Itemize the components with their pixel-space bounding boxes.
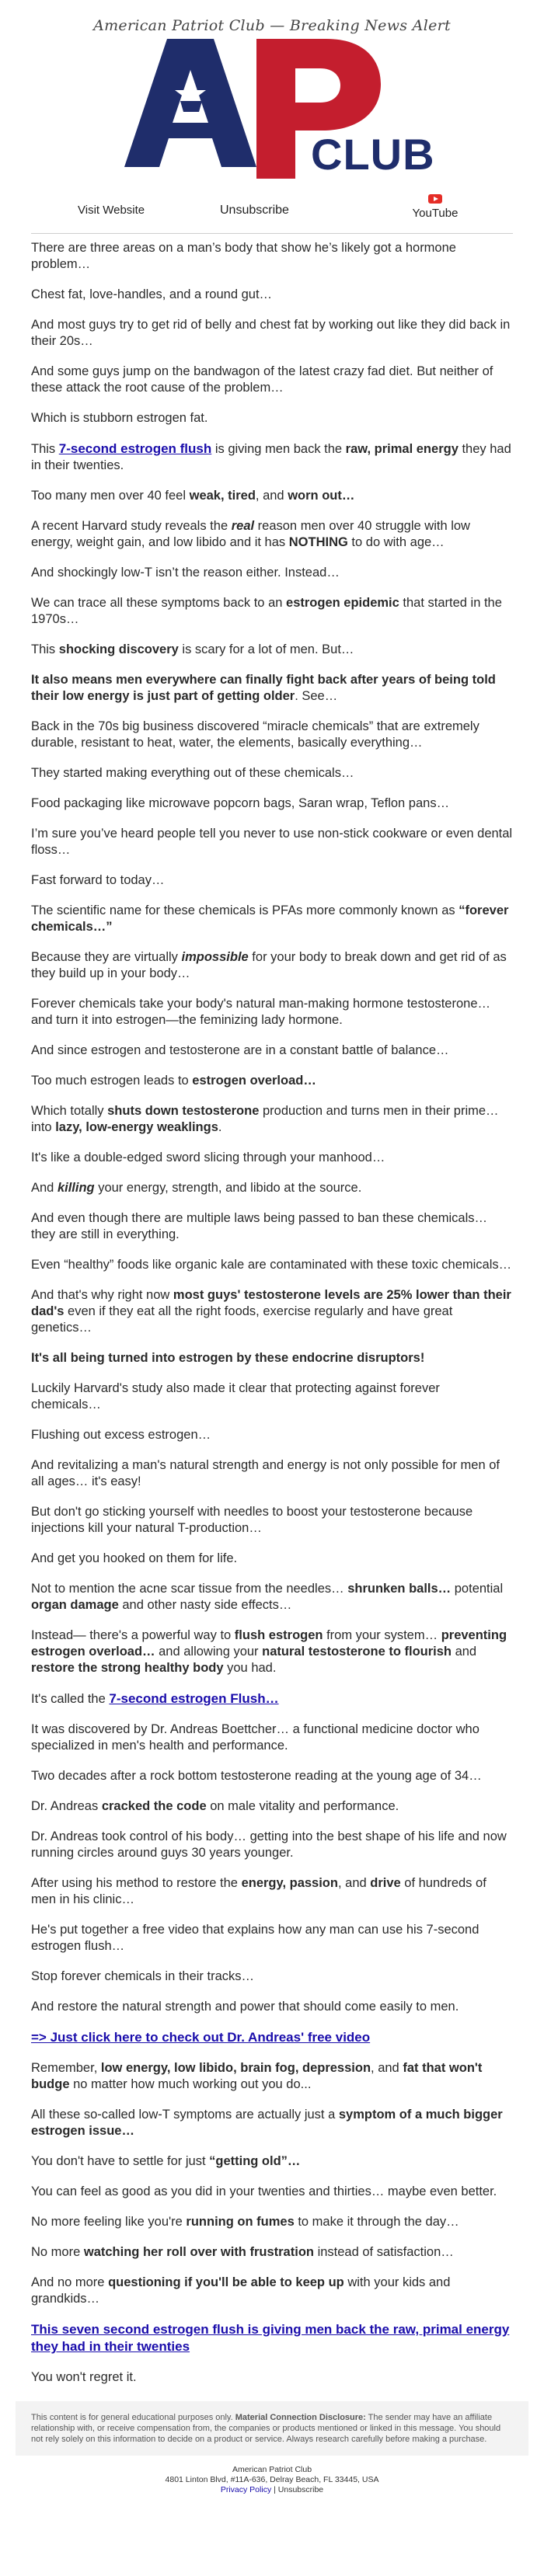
bold-text: low energy, low libido, brain fog, depression xyxy=(100,2061,371,2075)
body-text: from your system… xyxy=(323,1628,441,1642)
body-text: No more feeling like you're xyxy=(31,2215,187,2229)
body-text: is giving men back the xyxy=(211,442,346,456)
body-paragraph xyxy=(31,1768,513,1784)
body-paragraph xyxy=(31,488,513,504)
footer-org: American Patriot Club xyxy=(232,2465,312,2474)
body-paragraph xyxy=(31,1043,513,1059)
bold-text: NOTHING xyxy=(288,535,348,549)
privacy-policy-link[interactable]: Privacy Policy xyxy=(220,2485,272,2494)
body-text: Back in the 70s big business discovered “miracle chemicals” that are extremely durable, resistant to heat, water, the elements, basically everything… xyxy=(31,719,479,750)
body-paragraph xyxy=(31,1427,513,1443)
body-paragraph xyxy=(31,1551,513,1567)
body-paragraph xyxy=(31,1073,513,1089)
disclaimer-intro: This content is for general educational purposes only. xyxy=(31,2413,235,2422)
body-paragraph xyxy=(31,1798,513,1815)
footer-separator: | xyxy=(271,2485,278,2494)
body-text: Dr. Andreas took control of his body… getting into the best shape of his life and now running circles around guys 30 years younger. xyxy=(31,1829,507,1860)
footer-disclaimer xyxy=(16,2401,528,2456)
body-text: Instead— there's a powerful way to xyxy=(31,1628,235,1642)
body-text: potential xyxy=(451,1582,504,1596)
body-text: Remember, xyxy=(31,2061,101,2075)
body-text: production and turns men in their prime… into xyxy=(31,1104,499,1134)
body-text: Stop forever chemicals in their tracks… xyxy=(31,1969,255,1983)
body-text: Because they are virtually xyxy=(31,950,182,964)
body-paragraph xyxy=(31,2275,513,2307)
body-paragraph xyxy=(31,1457,513,1490)
body-text: to do with age… xyxy=(347,535,445,549)
body-text: It's like a double-edged sword slicing through your manhood… xyxy=(31,1150,385,1164)
body-text: Even “healthy” foods like organic kale are contaminated with these toxic chemicals… xyxy=(31,1258,512,1272)
body-paragraph xyxy=(31,2029,513,2046)
bold-text: cracked the code xyxy=(101,1799,207,1813)
body-text: and xyxy=(452,1645,477,1659)
body-paragraph xyxy=(31,1180,513,1196)
body-paragraph xyxy=(31,1875,513,1908)
body-paragraph xyxy=(31,287,513,303)
footer-address-block xyxy=(0,2456,544,2495)
body-text: to make it through the day… xyxy=(294,2215,459,2229)
body-text: , and xyxy=(337,1876,371,1890)
bold-text: lazy, low-energy weaklings xyxy=(55,1120,218,1134)
bold-text: flush estrogen xyxy=(234,1628,323,1642)
body-paragraph xyxy=(31,996,513,1029)
body-text: your energy, strength, and libido at the source. xyxy=(94,1181,362,1195)
visit-website-link[interactable]: Visit Website xyxy=(78,204,145,217)
body-text: You won't regret it. xyxy=(31,2370,137,2384)
body-text: And most guys try to get rid of belly and chest fat by working out like they did back in their 20s… xyxy=(31,318,511,348)
bold-text: It also means men everywhere can finally fight back after years of being told their low energy is just part of getting older xyxy=(31,673,496,703)
bold-text: symptom of a much bigger estrogen issue… xyxy=(31,2108,503,2138)
body-text: with your kids and grandkids… xyxy=(31,2275,451,2306)
bold-text: shocking discovery xyxy=(58,642,179,656)
body-text: Too many men over 40 feel xyxy=(31,489,190,503)
footer-address: 4801 Linton Blvd, #11A-636, Delray Beach, FL 33445, USA xyxy=(165,2475,379,2484)
bold-text: watching her roll over with frustration xyxy=(83,2245,314,2259)
body-paragraph xyxy=(31,765,513,782)
body-text: Dr. Andreas xyxy=(31,1799,102,1813)
bold-text: restore the strong healthy body xyxy=(31,1661,224,1675)
cta-link[interactable]: 7-second estrogen flush xyxy=(58,441,212,456)
body-paragraph xyxy=(31,1922,513,1955)
body-text: and other nasty side effects… xyxy=(118,1598,292,1612)
header-title: American Patriot Club — Breaking News Alert xyxy=(93,17,451,34)
body-text: for your body to break down and get rid of as they build up in your body… xyxy=(31,950,507,980)
body-paragraph xyxy=(31,719,513,751)
body-text: He's put together a free video that explains how any man can use his 7-second estrogen flush… xyxy=(31,1923,479,1953)
disclaimer-text: The sender may have an affiliate relationship with, or receive compensation from, the companies or products mentioned or linked in this message. You should not rely solely on this information to decide on a product or service. Always research carefully before making a purchase. xyxy=(31,2413,501,2444)
body-text: All these so-called low-T symptoms are actually just a xyxy=(31,2108,339,2122)
body-text: And no more xyxy=(31,2275,109,2289)
body-paragraph xyxy=(31,1581,513,1613)
body-text: that started in the 1970s… xyxy=(31,596,502,626)
bold-text: real xyxy=(231,519,255,533)
bold-text: shrunken balls… xyxy=(347,1582,452,1596)
bold-text: energy, passion xyxy=(241,1876,338,1890)
bold-text: organ damage xyxy=(31,1598,119,1612)
body-text: is scary for a lot of men. But… xyxy=(178,642,354,656)
cta-link[interactable]: This seven second estrogen flush is giving men back the raw, primal energy they had in their twenties xyxy=(31,2322,510,2354)
unsubscribe-link[interactable]: Unsubscribe xyxy=(220,204,289,217)
body-paragraph xyxy=(31,1150,513,1166)
body-paragraph xyxy=(31,949,513,982)
body-text: Food packaging like microwave popcorn bags, Saran wrap, Teflon pans… xyxy=(31,796,450,810)
bold-text: drive xyxy=(370,1876,401,1890)
body-paragraph xyxy=(31,1504,513,1537)
body-text: even if they eat all the right foods, exercise regularly and have great genetics… xyxy=(31,1304,453,1335)
body-text: But don't go sticking yourself with needles to boost your testosterone because injections kill your natural T-production… xyxy=(31,1505,473,1535)
body-paragraph xyxy=(31,2369,513,2386)
bold-text: impossible xyxy=(181,950,249,964)
body-paragraph xyxy=(31,1969,513,1985)
body-text: There are three areas on a man’s body that show he’s likely got a hormone problem… xyxy=(31,241,456,271)
body-paragraph xyxy=(31,1350,513,1366)
body-text: Not to mention the acne scar tissue from the needles… xyxy=(31,1582,348,1596)
body-paragraph xyxy=(31,1103,513,1136)
body-text: , and xyxy=(255,489,288,503)
body-text: And restore the natural strength and power that should come easily to men. xyxy=(31,2000,459,2014)
bold-text: estrogen epidemic xyxy=(286,596,399,610)
bold-text: shuts down testosterone xyxy=(107,1104,260,1118)
body-text: You can feel as good as you did in your twenties and thirties… maybe even better. xyxy=(31,2184,497,2198)
body-paragraph xyxy=(31,872,513,889)
body-paragraph xyxy=(31,1257,513,1273)
body-text: Two decades after a rock bottom testosterone reading at the young age of 34… xyxy=(31,1769,482,1783)
body-text: We can trace all these symptoms back to an xyxy=(31,596,287,610)
body-paragraph xyxy=(31,317,513,350)
body-text: Flushing out excess estrogen… xyxy=(31,1428,211,1442)
body-text: Fast forward to today… xyxy=(31,873,165,887)
bold-text: questioning if you'll be able to keep up xyxy=(108,2275,344,2289)
body-text: And even though there are multiple laws being passed to ban these chemicals… they are still in everything. xyxy=(31,1211,488,1241)
body-paragraph xyxy=(31,518,513,551)
youtube-link[interactable] xyxy=(412,194,459,220)
body-text: Too much estrogen leads to xyxy=(31,1074,193,1088)
bold-text: running on fumes xyxy=(186,2215,295,2229)
body-paragraph xyxy=(31,364,513,396)
body-paragraph xyxy=(31,672,513,705)
body-text: It was discovered by Dr. Andreas Boettcher… a functional medicine doctor who specialized in men's health and performance. xyxy=(31,1722,479,1753)
cta-link[interactable]: 7-second estrogen Flush… xyxy=(109,1691,279,1706)
body-paragraph xyxy=(31,903,513,935)
bold-text: estrogen overload… xyxy=(192,1074,316,1088)
body-text: And get you hooked on them for life. xyxy=(31,1551,238,1565)
body-text: I’m sure you’ve heard people tell you never to use non-stick cookware or even dental floss… xyxy=(31,827,513,857)
bold-text: fat that won't budge xyxy=(31,2061,483,2091)
body-paragraph xyxy=(31,1627,513,1676)
body-text: Forever chemicals take your body's natural man-making hormone testosterone… and turn it into estrogen—the feminizing lady hormone. xyxy=(31,997,491,1027)
logo-club-text: CLUB xyxy=(311,130,435,179)
body-paragraph xyxy=(31,642,513,658)
body-text: No more xyxy=(31,2245,84,2259)
body-paragraph xyxy=(31,2244,513,2261)
bold-text: raw, primal energy xyxy=(345,442,459,456)
youtube-icon xyxy=(428,194,442,204)
body-text: You don't have to settle for just xyxy=(31,2154,210,2168)
body-paragraph xyxy=(31,1999,513,2015)
body-text: . See… xyxy=(295,689,338,703)
body-paragraph xyxy=(31,1721,513,1754)
body-paragraph xyxy=(31,2153,513,2170)
body-paragraph xyxy=(31,440,513,474)
body-text: After using his method to restore the xyxy=(31,1876,242,1890)
body-text: Which totally xyxy=(31,1104,108,1118)
body-text: This xyxy=(31,642,59,656)
cta-link[interactable]: => Just click here to check out Dr. Andreas' free video xyxy=(31,2030,371,2045)
disclosure-label: Material Connection Disclosure: xyxy=(235,2413,366,2422)
body-text: And shockingly low-T isn’t the reason either. Instead… xyxy=(31,566,340,580)
body-paragraph xyxy=(31,2321,513,2355)
body-paragraph xyxy=(31,410,513,426)
body-text: This xyxy=(31,442,59,456)
bold-text: most guys' testosterone levels are 25% lower than their dad's xyxy=(31,1288,511,1318)
body-paragraph xyxy=(31,826,513,858)
body-paragraph xyxy=(31,2060,513,2093)
body-text: you had. xyxy=(223,1661,277,1675)
bold-text: preventing estrogen overload… xyxy=(31,1628,507,1659)
bold-text: “forever chemicals…” xyxy=(31,903,509,934)
body-text: It's called the xyxy=(31,1692,110,1706)
body-paragraph xyxy=(31,1690,513,1707)
body-text: And revitalizing a man's natural strength and energy is not only possible for men of all ages… it's easy! xyxy=(31,1458,500,1488)
logo xyxy=(0,39,544,186)
body-paragraph xyxy=(31,240,513,273)
body-paragraph xyxy=(31,2214,513,2230)
body-text: of hundreds of men in his clinic… xyxy=(31,1876,486,1906)
body-text: instead of satisfaction… xyxy=(313,2245,454,2259)
body-paragraph xyxy=(31,565,513,581)
bold-text: worn out… xyxy=(288,489,355,503)
body-text: on male vitality and performance. xyxy=(206,1799,399,1813)
body-paragraph xyxy=(31,795,513,812)
body-paragraph xyxy=(31,1829,513,1861)
bold-text: “getting old”… xyxy=(209,2154,301,2168)
bold-text: killing xyxy=(57,1181,95,1195)
body-text: they had in their twenties. xyxy=(31,442,511,472)
body-text: reason men over 40 struggle with low energy, weight gain, and low libido and it has xyxy=(31,519,470,549)
body-text: Luckily Harvard's study also made it clear that protecting against forever chemicals… xyxy=(31,1381,440,1412)
body-paragraph xyxy=(31,1210,513,1243)
body-text: They started making everything out of these chemicals… xyxy=(31,766,354,780)
body-text: and allowing your xyxy=(155,1645,263,1659)
body-paragraph xyxy=(31,1287,513,1336)
body-paragraph xyxy=(31,2107,513,2139)
body-text: no matter how much working out you do... xyxy=(69,2077,312,2091)
body-text: , and xyxy=(371,2061,403,2075)
top-nav xyxy=(0,186,544,233)
email-body xyxy=(0,234,544,2386)
body-paragraph xyxy=(31,595,513,628)
bold-text: natural testosterone to flourish xyxy=(262,1645,452,1659)
body-text: . xyxy=(218,1120,222,1134)
body-paragraph xyxy=(31,1380,513,1413)
bold-text: weak, tired xyxy=(189,489,256,503)
body-text: And some guys jump on the bandwagon of the latest crazy fad diet. But neither of these attack the root cause of the problem… xyxy=(31,364,493,395)
footer-unsubscribe-link[interactable]: Unsubscribe xyxy=(277,2485,324,2494)
bold-text: It's all being turned into estrogen by these endocrine disruptors! xyxy=(31,1351,425,1365)
youtube-label: YouTube xyxy=(412,207,459,220)
body-text: Chest fat, love-handles, and a round gut… xyxy=(31,287,273,301)
body-paragraph xyxy=(31,2184,513,2200)
body-text: And xyxy=(31,1181,58,1195)
body-text: A recent Harvard study reveals the xyxy=(31,519,232,533)
body-text: And that's why right now xyxy=(31,1288,173,1302)
body-text: The scientific name for these chemicals is PFAs more commonly known as xyxy=(31,903,459,917)
body-text: Which is stubborn estrogen fat. xyxy=(31,411,208,425)
body-text: And since estrogen and testosterone are in a constant battle of balance… xyxy=(31,1043,449,1057)
